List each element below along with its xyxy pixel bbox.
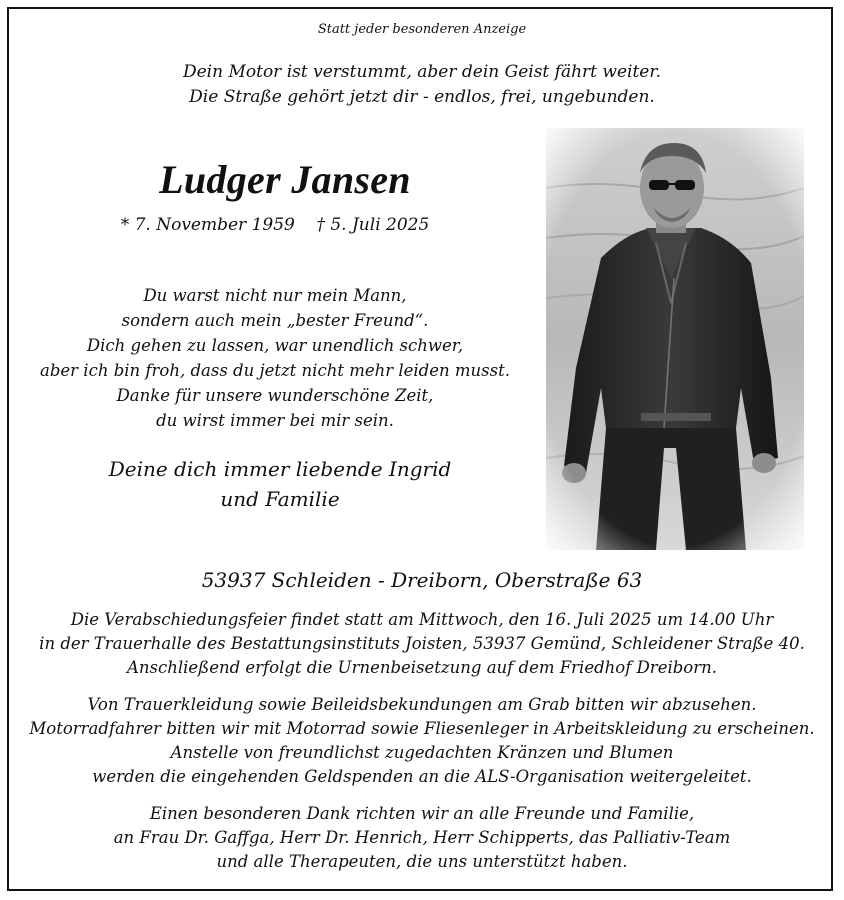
deceased-name: Ludger Jansen	[159, 157, 411, 202]
ceremony-line-1: Die Verabschiedungsfeier findet statt am Mittwoch, den 16. Juli 2025 um 14.00 Uhr	[70, 610, 774, 629]
signature-line-1: Deine dich immer liebende Ingrid	[108, 457, 452, 481]
poem-line-5: Danke für unsere wunderschöne Zeit,	[116, 386, 434, 405]
request-line-3: Anstelle von freundlichst zugedachten Kränzen und Blumen	[170, 743, 674, 762]
request-line-4: werden die eingehenden Geldspenden an die ALS-Organisation weitergeleitet.	[92, 767, 752, 786]
address: 53937 Schleiden - Dreiborn, Oberstraße 63	[201, 568, 643, 592]
signature-line-2: und Familie	[220, 487, 340, 511]
thanks-line-1: Einen besonderen Dank richten wir an alle Freunde und Familie,	[149, 804, 695, 823]
thanks-line-3: und alle Therapeuten, die uns unterstützt haben.	[216, 852, 628, 871]
portrait-photo	[546, 128, 804, 550]
poem-line-3: Dich gehen zu lassen, war unendlich schwer,	[86, 336, 464, 355]
poem-line-1: Du warst nicht nur mein Mann,	[143, 286, 407, 305]
poem-line-2: sondern auch mein „bester Freund“.	[121, 311, 429, 330]
motto-line-1: Dein Motor ist verstummt, aber dein Geist fährt weiter.	[182, 62, 661, 82]
life-dates: * 7. November 1959 † 5. Juli 2025	[120, 215, 430, 235]
motto-line-2: Die Straße gehört jetzt dir - endlos, frei, ungebunden.	[189, 87, 655, 107]
poem-line-4: aber ich bin froh, dass du jetzt nicht mehr leiden musst.	[40, 361, 510, 380]
header-note: Statt jeder besonderen Anzeige	[317, 22, 527, 37]
poem-line-6: du wirst immer bei mir sein.	[156, 411, 394, 430]
ceremony-line-3: Anschließend erfolgt die Urnenbeisetzung auf dem Friedhof Dreiborn.	[126, 658, 717, 677]
request-line-2: Motorradfahrer bitten wir mit Motorrad sowie Fliesenleger in Arbeitskleidung zu erscheinen.	[29, 719, 815, 738]
request-line-1: Von Trauerkleidung sowie Beileidsbekundungen am Grab bitten wir abzusehen.	[87, 695, 757, 714]
ceremony-line-2: in der Trauerhalle des Bestattungsinstituts Joisten, 53937 Gemünd, Schleidener Straße 40.	[39, 634, 805, 653]
thanks-line-2: an Frau Dr. Gaffga, Herr Dr. Henrich, Herr Schipperts, das Palliativ-Team	[113, 828, 731, 847]
